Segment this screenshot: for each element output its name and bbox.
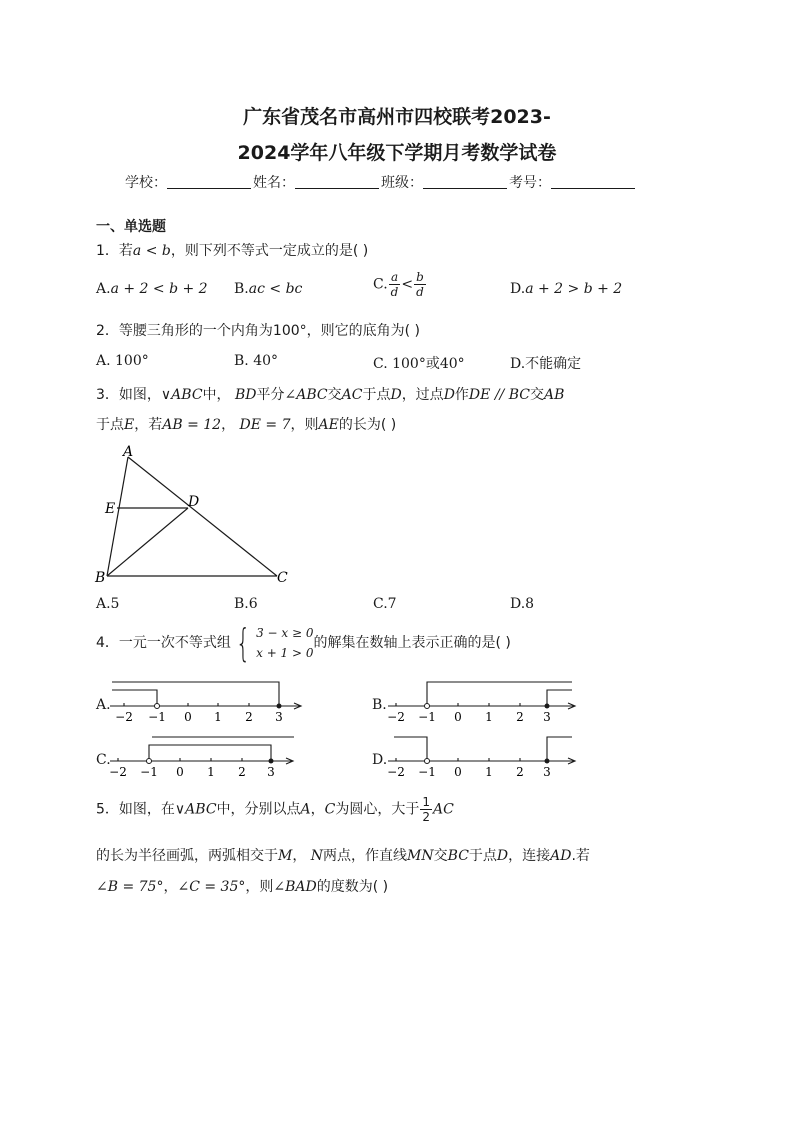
svg-text:−2: −2 [387,765,405,779]
label-a: A [123,444,134,460]
q3-option-d[interactable]: D.8 [510,596,535,612]
q3-triangle-figure [90,440,300,590]
segment-ac [128,457,277,576]
number-blank[interactable] [551,174,635,189]
question-5-line1: 5．如图，在∨ABC中，分别以点A，C为圆心，大于 $\frac{1}{2}$ AC [96,795,454,824]
svg-text:−1: −1 [140,765,158,779]
question-3-line1: 3．如图，∨ABC中， BD平分∠ABC交AC于点D，过点D作DE // BC交AB [96,387,565,403]
name-blank[interactable] [295,174,379,189]
svg-text:−2: −2 [109,765,127,779]
label-e: E [105,501,116,517]
q3-option-c[interactable]: C.7 [373,596,397,612]
q1-option-c[interactable] [373,270,427,299]
student-info-line [125,172,637,192]
label-c: C [277,570,288,586]
q1-c-frac2: $\frac{b}{d}$ [416,270,424,299]
q1-option-d[interactable] [510,281,622,297]
question-5-line3: ∠B = 75°，∠C = 35°，则∠BAD的度数为( ) [96,879,389,895]
svg-text:0: 0 [454,710,462,724]
q2-option-b[interactable]: B. 40° [234,353,279,369]
svg-text:2: 2 [516,765,524,779]
name-label: 姓名： [253,175,295,191]
svg-text:1: 1 [485,765,493,779]
q1-text: ，则下列不等式一定成立的是( ) [170,243,369,259]
q4-number-line-b[interactable] [384,675,580,727]
page-title-line1: 广东省茂名市高州市四校联考2023- [243,106,551,128]
q1-d-expr: a + 2 > b + 2 [525,281,623,297]
svg-text:0: 0 [184,710,192,724]
q1-option-a[interactable] [96,281,208,297]
school-label: 学校： [125,175,167,191]
svg-text:2: 2 [245,710,253,724]
segment-bd [107,508,188,576]
question-1 [96,240,368,260]
svg-text:0: 0 [454,765,462,779]
label-d: D [188,494,200,510]
svg-text:−2: −2 [115,710,133,724]
q4-option-b-label[interactable]: B. [372,697,387,713]
svg-text:−1: −1 [418,710,436,724]
q1-b-expr: ac < bc [248,281,303,297]
q1-c-frac1: $\frac{a}{d}$ [390,270,399,299]
question-2: 2．等腰三角形的一个内角为100°，则它的底角为( ) [96,323,421,339]
q4-number-line-d[interactable] [384,730,580,782]
q1-c-label: C. [373,276,388,293]
question-5-line2: 的长为半径画弧，两弧相交于M， N两点，作直线MN交BC于点D，连接AD.若 [96,848,590,864]
q3-option-b[interactable]: B.6 [234,596,258,612]
q2-option-c[interactable]: C. 100°或40° [373,356,465,372]
q1-condition: a < b [132,243,171,259]
svg-text:−1: −1 [418,765,436,779]
q2-option-a[interactable]: A. 100° [96,353,149,369]
q4-option-a-label[interactable]: A. [96,697,111,713]
q1-option-b[interactable] [234,281,302,297]
q4-option-c-label[interactable]: C. [96,752,111,768]
svg-text:3: 3 [543,710,551,724]
svg-text:1: 1 [214,710,222,724]
class-label: 班级： [381,175,423,191]
svg-text:−2: −2 [387,710,405,724]
svg-text:1: 1 [485,710,493,724]
svg-text:0: 0 [176,765,184,779]
q4-number-line-c[interactable] [106,730,302,782]
svg-text:2: 2 [516,710,524,724]
svg-text:1: 1 [207,765,215,779]
q1-a-expr: a + 2 < b + 2 [110,281,208,297]
q1-c-op: < [401,276,414,293]
page-title-line2: 2024学年八年级下学期月考数学试卷 [237,142,557,164]
number-label: 考号： [509,175,551,191]
q1-number: 1．若 [96,243,133,259]
section-heading: 一、单选题 [96,219,166,235]
school-blank[interactable] [167,174,251,189]
svg-text:2: 2 [238,765,246,779]
svg-text:3: 3 [275,710,283,724]
q4-number-line-a[interactable] [110,675,310,727]
question-3-line2: 于点E，若AB = 12， DE = 7，则AE的长为( ) [96,417,397,433]
q2-option-d[interactable]: D.不能确定 [510,356,582,372]
q4-option-d-label[interactable]: D. [372,752,388,768]
class-blank[interactable] [423,174,507,189]
svg-text:3: 3 [267,765,275,779]
question-4: 4．一元一次不等式组 { 3 − x ≥ 0 x + 1 > 0 的解集在数轴上表示正确的是( ) [96,621,511,665]
label-b: B [95,570,106,586]
q1-b-label: B. [234,281,249,297]
q4-inequality-system: { 3 − x ≥ 0 x + 1 > 0 [235,621,314,665]
svg-text:3: 3 [543,765,551,779]
svg-text:−1: −1 [148,710,166,724]
q1-d-label: D. [510,281,526,297]
q1-a-label: A. [96,281,111,297]
q3-option-a[interactable]: A.5 [96,596,120,612]
